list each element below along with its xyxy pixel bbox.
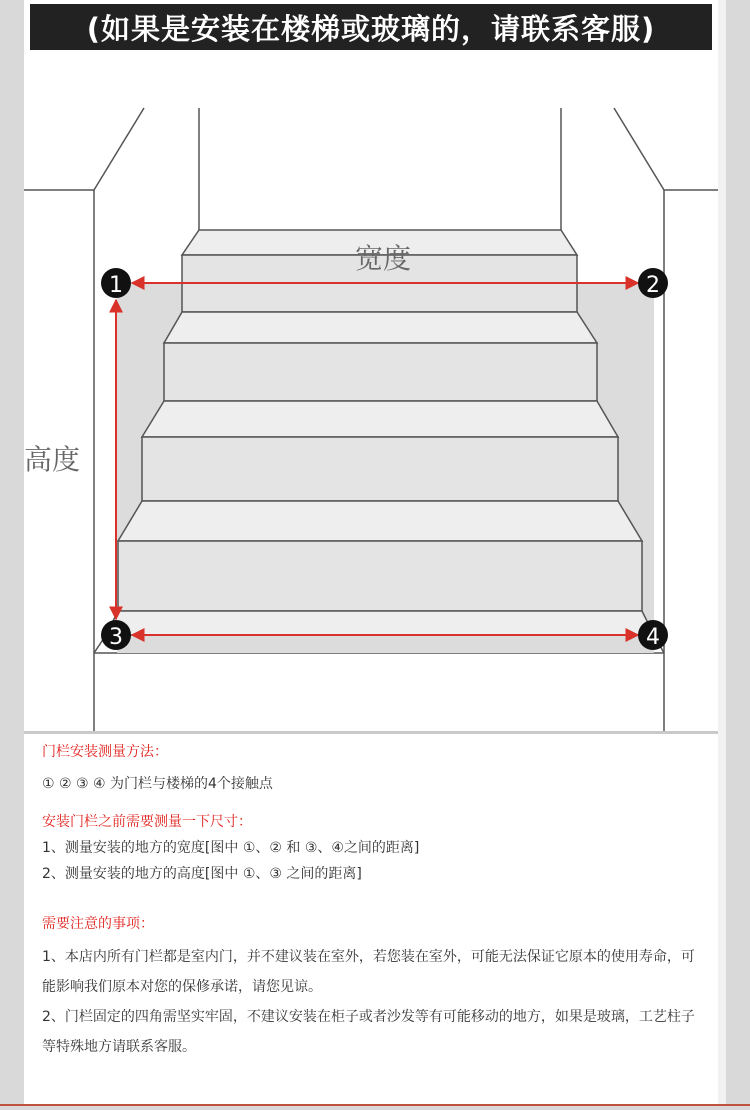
width-label: 宽度 xyxy=(354,242,412,275)
contact-point-3-label: 3 xyxy=(109,625,123,650)
contact-point-3 xyxy=(101,620,131,650)
contact-point-2-label: 2 xyxy=(646,273,660,298)
height-label: 高度 xyxy=(24,443,81,476)
measure-width-note: 1、测量安装的地方的宽度[图中 ①、② 和 ③、④之间的距离] xyxy=(42,840,420,856)
right-margin xyxy=(726,0,750,1110)
contact-points-note: ① ② ③ ④ 为门栏与楼梯的4个接触点 xyxy=(42,776,273,792)
measure-before-install-title: 安装门栏之前需要测量一下尺寸： xyxy=(42,814,252,830)
footer-line xyxy=(0,1104,750,1110)
notice-banner xyxy=(30,4,712,50)
notice-item-1: 1、本店内所有门栏都是室内门，并不建议装在室外，若您装在室外，可能无法保证它原本的使用寿命，可能影响我们原本对您的保修承诺，请您见谅。 xyxy=(42,949,695,995)
contact-point-1 xyxy=(101,268,131,298)
measure-height-note: 2、测量安装的地方的高度[图中 ①、③ 之间的距离] xyxy=(42,866,362,882)
stair-measurement-diagram xyxy=(24,60,718,732)
notice-banner-text: (如果是安装在楼梯或玻璃的，请联系客服) xyxy=(86,11,656,46)
notice-item-2: 2、门栏固定的四角需坚实牢固，不建议安装在柜子或者沙发等有可能移动的地方，如果是玻璃，工艺柱子等特殊地方请联系客服。 xyxy=(42,1009,695,1055)
contact-point-4-label: 4 xyxy=(646,625,660,650)
instructions-section xyxy=(42,742,702,1062)
measurement-method-title: 门栏安装测量方法： xyxy=(42,744,168,760)
contact-point-4 xyxy=(638,620,668,650)
contact-point-2 xyxy=(638,268,668,298)
notice-title: 需要注意的事项： xyxy=(42,916,154,932)
contact-point-1-label: 1 xyxy=(109,273,123,298)
section-divider xyxy=(24,731,718,734)
left-margin xyxy=(0,0,24,1110)
